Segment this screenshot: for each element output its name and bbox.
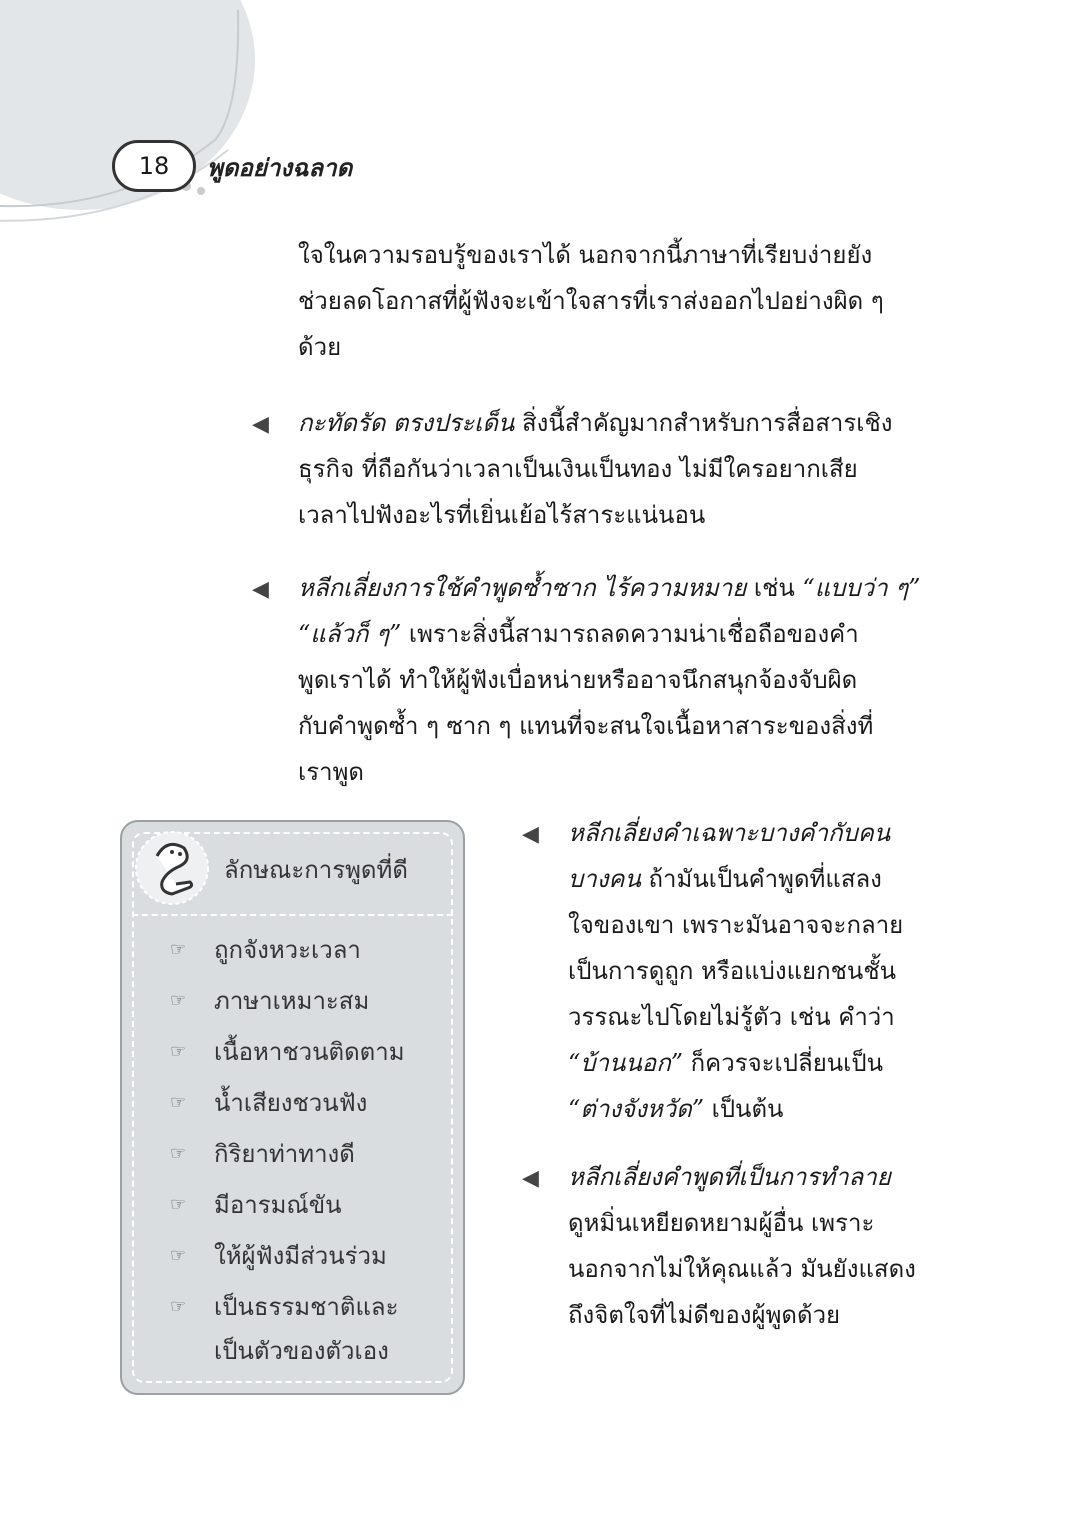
list-item [170,1234,460,1285]
intro-paragraph [298,232,958,370]
text-line [298,400,958,446]
text-line [568,1086,958,1132]
bullet-icon: ◀ [252,412,269,437]
text-line: พูดเราได้ ทำให้ผู้ฟังเบื่อหน่ายหรืออาจนึกสนุกจ้องจับผิด [298,666,858,694]
text-line: กับคำพูดซ้ำ ๆ ซาก ๆ แทนที่จะสนใจเนื้อหาสาระของสิ่งที่ [298,712,874,740]
mascot-icon [132,828,212,908]
list-item [170,928,460,979]
pointing-hand-icon: ☞ [170,1245,187,1266]
text-line [298,611,958,657]
bullet-text: สิ่งนี้สำคัญมากสำหรับการสื่อสารเชิง [514,409,893,437]
text-line: ด้วย [298,333,342,361]
pointing-hand-icon: ☞ [170,1092,187,1113]
quote-text: “ต่างจังหวัด” [568,1095,704,1123]
list-item-text: ให้ผู้ฟังมีส่วนร่วม [214,1242,387,1270]
text-line [568,856,958,902]
pointing-hand-icon: ☞ [170,1041,187,1062]
text-line: หลีกเลี่ยงคำพูดที่เป็นการทำลาย [568,1163,891,1191]
quote-text: “แบบว่า ๆ” [802,574,921,602]
list-item-text: เนื้อหาชวนติดตาม [214,1038,405,1066]
pointing-hand-icon: ☞ [170,939,187,960]
bullet-avoid-sensitive-words [568,810,958,1132]
pointing-hand-icon: ☞ [170,1143,187,1164]
list-item-text: ภาษาเหมาะสม [214,987,370,1015]
text-line: ใจในความรอบรู้ของเราได้ นอกจากนี้ภาษาที่เรียบง่ายยัง [298,241,873,269]
bullet-term: บางคน [568,865,641,893]
list-item [170,1030,460,1081]
text-line: ช่วยลดโอกาสที่ผู้ฟังจะเข้าใจสารที่เราส่งออกไปอย่างผิด ๆ [298,287,884,315]
tips-list [170,928,460,1377]
pointing-hand-icon: ☞ [170,1194,187,1215]
page-number-text: 18 [138,152,170,180]
bullet-text: เพราะสิ่งนี้สามารถลดความน่าเชื่อถือของคำ [401,620,859,648]
text-line: วรรณะไปโดยไม่รู้ตัว เช่น คำว่า [568,1003,895,1031]
pointing-hand-icon: ☞ [170,1296,187,1317]
bullet-text: เป็นต้น [703,1095,784,1123]
tips-box-title: ลักษณะการพูดที่ดี [224,856,408,884]
list-item [170,1081,460,1132]
box-divider [132,914,453,916]
bullet-icon: ◀ [522,1166,539,1191]
list-item [170,979,460,1030]
bullet-avoid-insults [568,1154,958,1338]
text-line: เวลาไปฟังอะไรที่เยิ่นเย้อไร้สาระแน่นอน [298,501,706,529]
quote-text: “แล้วก็ ๆ” [298,620,402,648]
quote-text: “บ้านนอก” [568,1049,684,1077]
bullet-text: ถ้ามันเป็นคำพูดที่แสลง [640,865,882,893]
running-title: พูดอย่างฉลาด [207,154,353,182]
list-item-text: น้ำเสียงชวนฟัง [214,1089,368,1117]
list-item-text: มีอารมณ์ขัน [214,1191,342,1219]
bullet-text: ก็ควรจะเปลี่ยนเป็น [683,1049,884,1077]
list-item [170,1183,460,1234]
list-item-text: ถูกจังหวะเวลา [214,936,361,964]
text-line [298,565,958,611]
text-line: ธุรกิจ ที่ถือกันว่าเวลาเป็นเงินเป็นทอง ไม่มีใครอยากเสีย [298,455,858,483]
text-line: หลีกเลี่ยงคำเฉพาะบางคำกับคน [568,819,891,847]
bullet-term: กะทัดรัด ตรงประเด็น [298,409,515,437]
bullet-icon: ◀ [522,822,539,847]
text-line: ถึงจิตใจที่ไม่ดีของผู้พูดด้วย [568,1301,841,1329]
page-number [112,140,196,192]
bullet-avoid-filler [298,565,958,795]
header-decoration [0,0,260,230]
list-item [170,1132,460,1183]
text-line: ใจของเขา เพราะมันอาจจะกลาย [568,911,904,939]
list-item-text: เป็นตัวของตัวเอง [214,1337,389,1365]
text-line: ดูหมิ่นเหยียดหยามผู้อื่น เพราะ [568,1209,875,1237]
pointing-hand-icon: ☞ [170,990,187,1011]
list-item-text: เป็นธรรมชาติและ [214,1293,399,1321]
bullet-term: หลีกเลี่ยงการใช้คำพูดซ้ำซาก ไร้ความหมาย [298,574,747,602]
text-line [568,1040,958,1086]
list-item-text: กิริยาท่าทางดี [214,1140,355,1168]
bullet-text: เช่น [746,574,803,602]
text-line: เราพูด [298,758,364,786]
list-item [170,1285,460,1377]
bullet-concise [298,400,958,538]
text-line: นอกจากไม่ให้คุณแล้ว มันยังแสดง [568,1255,916,1283]
bullet-icon: ◀ [252,577,269,602]
text-line: เป็นการดูถูก หรือแบ่งแยกชนชั้น [568,957,897,985]
